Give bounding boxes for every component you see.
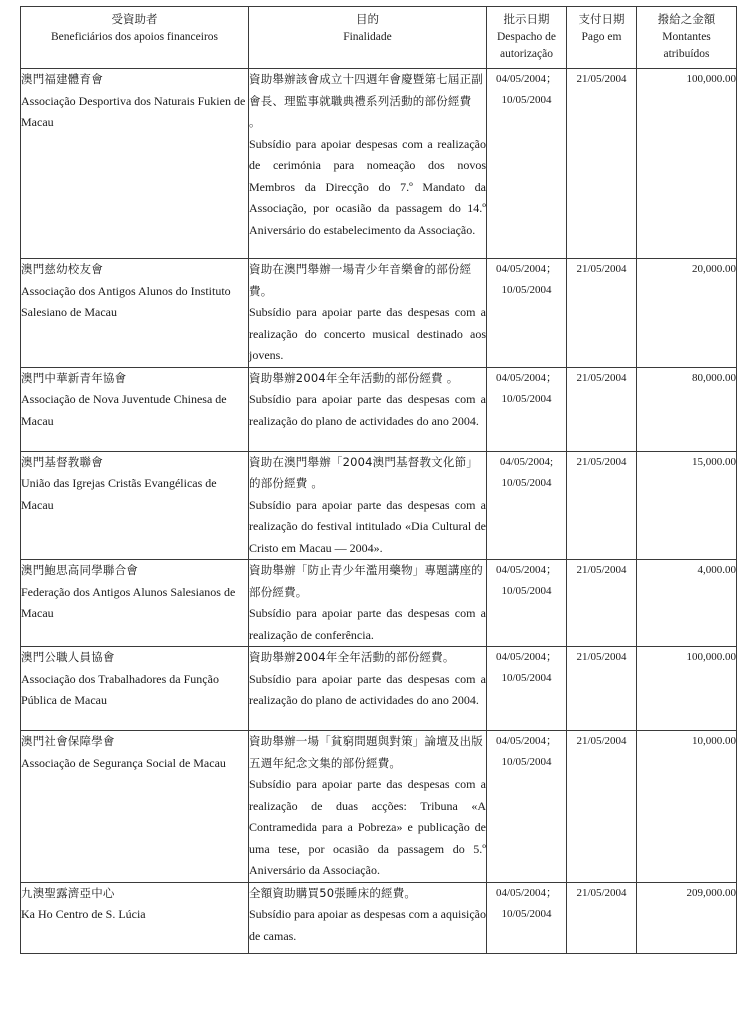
paid-date-cell: 21/05/2004 bbox=[567, 731, 637, 883]
purpose-zh: 資助在澳門舉辦「2004澳門基督教文化節」的部份經費 。 bbox=[249, 454, 478, 490]
table-row bbox=[21, 882, 737, 953]
purpose-cell bbox=[249, 451, 487, 560]
purpose-pt: Subsídio para apoiar despesas com a realização de cerimónia para nomeação dos novos Membros da Direcção do 7.º Mandato da Associação, por ocasião da passagem do 14.º Aniversário do estabelecimento da Associação. bbox=[249, 136, 486, 237]
purpose-cell bbox=[249, 69, 487, 259]
purpose-zh: 資助在澳門舉辦一場青少年音樂會的部份經費。 bbox=[249, 262, 472, 298]
purpose-cell bbox=[249, 882, 487, 953]
amount-cell: 15,000.00 bbox=[637, 451, 737, 560]
header-authorization-pt1: Despacho de bbox=[496, 31, 557, 43]
authorization-date-cell bbox=[487, 647, 567, 731]
purpose-cell bbox=[249, 731, 487, 883]
authorization-date-1: 04/05/2004； bbox=[495, 735, 558, 747]
table-row bbox=[21, 367, 737, 451]
paid-date-cell: 21/05/2004 bbox=[567, 259, 637, 368]
authorization-date-cell bbox=[487, 451, 567, 560]
authorization-date-2: 10/05/2004 bbox=[501, 284, 552, 296]
header-row bbox=[21, 7, 737, 69]
table-row bbox=[21, 647, 737, 731]
beneficiary-cell bbox=[21, 560, 249, 647]
header-purpose bbox=[249, 7, 487, 69]
header-beneficiaries bbox=[21, 7, 249, 69]
authorization-date-1: 04/05/2004； bbox=[495, 73, 558, 85]
beneficiary-cell bbox=[21, 69, 249, 259]
authorization-date-cell bbox=[487, 259, 567, 368]
header-paid-pt: Pago em bbox=[581, 31, 622, 43]
purpose-cell bbox=[249, 647, 487, 731]
purpose-zh: 資助舉辦2004年全年活動的部份經費 。 bbox=[249, 370, 459, 385]
beneficiary-cell bbox=[21, 367, 249, 451]
authorization-date-2: 10/05/2004 bbox=[501, 94, 552, 106]
purpose-cell bbox=[249, 259, 487, 368]
purpose-zh: 資助舉辦一場「貧窮問題與對策」論壇及出版五週年紀念文集的部份經費。 bbox=[249, 734, 483, 770]
amount-cell: 80,000.00 bbox=[637, 367, 737, 451]
header-authorization-zh: 批示日期 bbox=[503, 14, 550, 26]
paid-date-cell: 21/05/2004 bbox=[567, 367, 637, 451]
beneficiary-cell bbox=[21, 882, 249, 953]
beneficiary-zh: 九澳聖露濟亞中心 bbox=[21, 885, 115, 900]
header-purpose-pt: Finalidade bbox=[343, 31, 392, 43]
authorization-date-cell bbox=[487, 560, 567, 647]
header-authorization bbox=[487, 7, 567, 69]
purpose-pt: Subsídio para apoiar parte das despesas com a realização de conferência. bbox=[249, 606, 486, 642]
beneficiary-pt: Associação de Nova Juventude Chinesa de Macau bbox=[21, 392, 227, 428]
beneficiary-cell bbox=[21, 259, 249, 368]
beneficiary-pt: Associação dos Antigos Alunos do Instituto Salesiano de Macau bbox=[21, 283, 231, 319]
paid-date-cell: 21/05/2004 bbox=[567, 451, 637, 560]
beneficiary-pt: Federação dos Antigos Alunos Salesianos de Macau bbox=[21, 584, 236, 620]
beneficiary-pt: Associação de Segurança Social de Macau bbox=[21, 755, 226, 770]
beneficiary-zh: 澳門中華新青年協會 bbox=[21, 370, 127, 385]
authorization-date-cell bbox=[487, 882, 567, 953]
header-beneficiaries-pt: Beneficiários dos apoios financeiros bbox=[50, 31, 219, 43]
header-beneficiaries-zh: 受資助者 bbox=[111, 14, 158, 26]
paid-date-cell: 21/05/2004 bbox=[567, 882, 637, 953]
table-row bbox=[21, 451, 737, 560]
header-amount bbox=[637, 7, 737, 69]
purpose-cell bbox=[249, 367, 487, 451]
header-amount-zh: 撥給之金額 bbox=[657, 14, 716, 26]
grants-table bbox=[20, 6, 737, 954]
header-authorization-pt2: autorização bbox=[500, 48, 553, 60]
authorization-date-cell bbox=[487, 367, 567, 451]
authorization-date-2: 10/05/2004 bbox=[501, 392, 552, 405]
paid-date-cell: 21/05/2004 bbox=[567, 647, 637, 731]
authorization-date-cell bbox=[487, 69, 567, 259]
amount-cell: 20,000.00 bbox=[637, 259, 737, 368]
paid-date-cell: 21/05/2004 bbox=[567, 69, 637, 259]
authorization-date-1: 04/05/2004； bbox=[495, 651, 558, 663]
table-row bbox=[21, 259, 737, 368]
authorization-date-1: 04/05/2004； bbox=[495, 263, 558, 275]
beneficiary-pt: Ka Ho Centro de S. Lúcia bbox=[21, 907, 146, 921]
table-body bbox=[21, 69, 737, 954]
amount-cell: 100,000.00 bbox=[637, 69, 737, 259]
purpose-pt: Subsídio para apoiar parte das despesas com a realização do concerto musical destinado aos jovens. bbox=[249, 305, 486, 362]
purpose-pt: Subsídio para apoiar parte das despesas com a realização do plano de actividades do ano 2004. bbox=[249, 671, 486, 707]
beneficiary-zh: 澳門鮑思高同學聯合會 bbox=[21, 563, 138, 577]
purpose-pt: Subsídio para apoiar parte das despesas com a realização do plano de actividades do ano 2004. bbox=[249, 392, 486, 428]
table-row bbox=[21, 69, 737, 259]
amount-cell: 209,000.00 bbox=[637, 882, 737, 953]
authorization-date-2: 10/05/2004 bbox=[501, 585, 552, 597]
beneficiary-cell bbox=[21, 451, 249, 560]
beneficiary-pt: Associação Desportiva dos Naturais Fukien de Macau bbox=[21, 93, 246, 129]
paid-date-cell: 21/05/2004 bbox=[567, 560, 637, 647]
header-paid-zh: 支付日期 bbox=[578, 14, 625, 26]
header-purpose-zh: 目的 bbox=[356, 14, 379, 26]
table-row bbox=[21, 731, 737, 883]
table-row bbox=[21, 560, 737, 647]
beneficiary-zh: 澳門社會保障學會 bbox=[21, 734, 115, 748]
purpose-pt: Subsídio para apoiar parte das despesas com a realização de duas acções: Tribuna «A Contramedida para a Pobreza» e publicação de uma tese, por ocasião da passagem do 5.º Aniversário da Associação. bbox=[249, 777, 486, 877]
purpose-zh: 資助舉辦2004年全年活動的部份經費。 bbox=[249, 650, 455, 664]
authorization-date-1: 04/05/2004; bbox=[499, 455, 554, 468]
authorization-date-1: 04/05/2004； bbox=[495, 371, 558, 384]
amount-cell: 10,000.00 bbox=[637, 731, 737, 883]
purpose-pt: Subsídio para apoiar as despesas com a aquisição de camas. bbox=[249, 907, 486, 943]
beneficiary-zh: 澳門慈幼校友會 bbox=[21, 262, 103, 276]
purpose-pt: Subsídio para apoiar parte das despesas com a realização do festival intitulado «Dia Cultural de Cristo em Macau — 2004». bbox=[249, 497, 486, 555]
authorization-date-1: 04/05/2004； bbox=[495, 564, 558, 576]
authorization-date-2: 10/05/2004 bbox=[501, 476, 552, 489]
header-paid bbox=[567, 7, 637, 69]
beneficiary-pt: União das Igrejas Cristãs Evangélicas de Macau bbox=[21, 476, 217, 512]
beneficiary-cell bbox=[21, 731, 249, 883]
authorization-date-2: 10/05/2004 bbox=[501, 672, 552, 684]
purpose-zh: 資助舉辦「防止青少年濫用藥物」專題講座的部份經費。 bbox=[249, 563, 483, 599]
authorization-date-2: 10/05/2004 bbox=[501, 756, 552, 768]
authorization-date-cell bbox=[487, 731, 567, 883]
header-amount-pt1: Montantes bbox=[662, 31, 711, 43]
table-header bbox=[21, 7, 737, 69]
beneficiary-pt: Associação dos Trabalhadores da Função Pública de Macau bbox=[21, 671, 219, 707]
purpose-cell bbox=[249, 560, 487, 647]
authorization-date-1: 04/05/2004； bbox=[495, 886, 558, 899]
beneficiary-zh: 澳門基督教聯會 bbox=[21, 454, 103, 469]
header-amount-pt2: atribuídos bbox=[663, 48, 710, 60]
amount-cell: 4,000.00 bbox=[637, 560, 737, 647]
amount-cell: 100,000.00 bbox=[637, 647, 737, 731]
beneficiary-cell bbox=[21, 647, 249, 731]
authorization-date-2: 10/05/2004 bbox=[501, 907, 552, 920]
purpose-zh: 資助舉辦該會成立十四週年會慶暨第七屆正副會長、理監事就職典禮系列活動的部份經費 。 bbox=[249, 72, 483, 129]
beneficiary-zh: 澳門公職人員協會 bbox=[21, 650, 115, 664]
beneficiary-zh: 澳門福建體育會 bbox=[21, 72, 103, 86]
purpose-zh: 全額資助購買50張睡床的經費。 bbox=[249, 885, 417, 900]
